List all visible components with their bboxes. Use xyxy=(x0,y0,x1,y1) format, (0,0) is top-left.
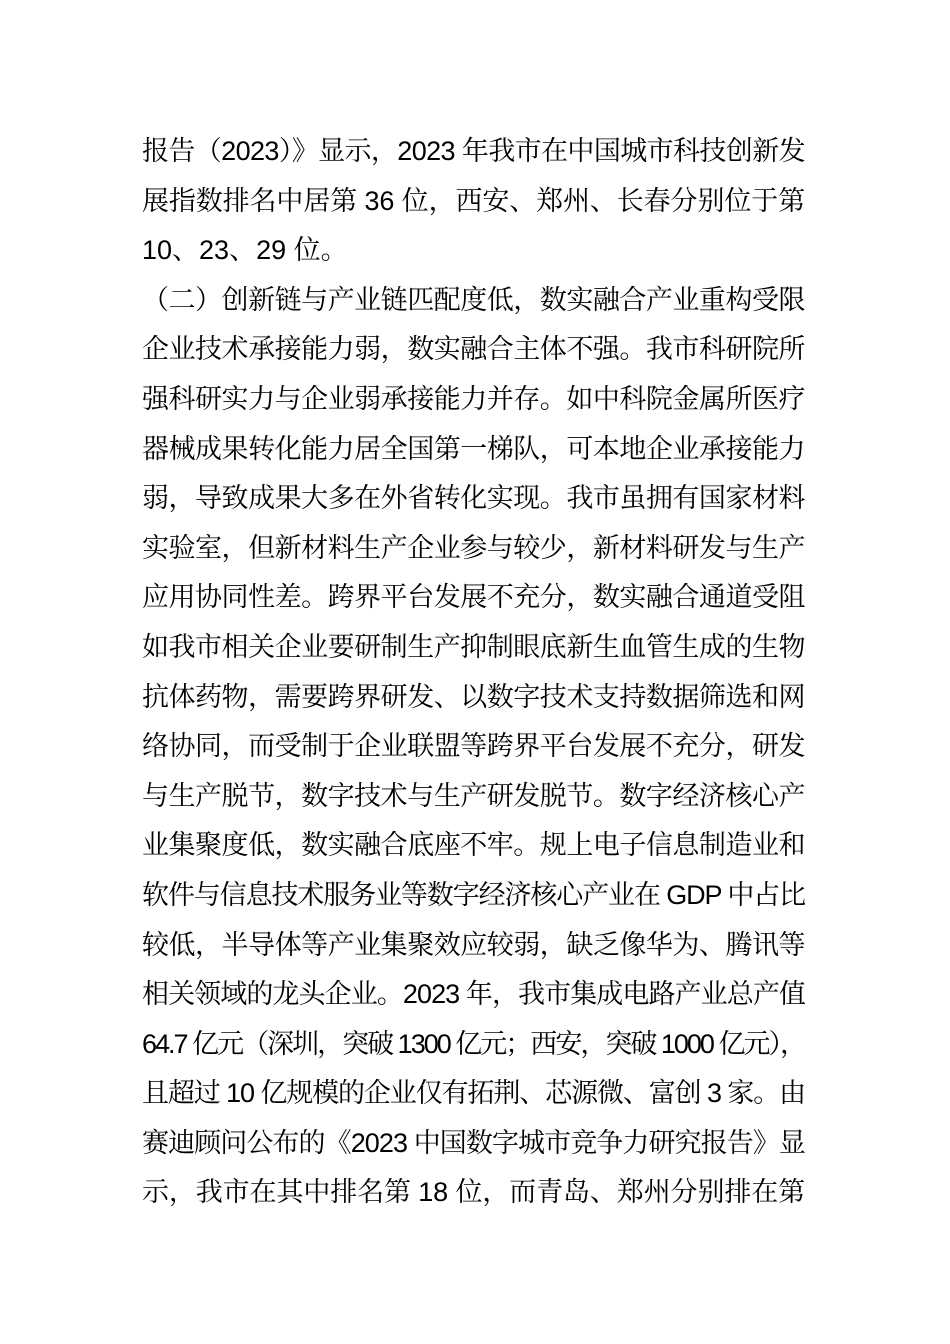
text-line-content: 弱，导致成果大多在外省转化实现。我市虽拥有国家材料 xyxy=(142,483,805,514)
text-line xyxy=(142,226,805,276)
text-line-content: 抗体药物，需要跨界研发、以数字技术支持数据筛选和网 xyxy=(142,681,805,712)
text-line-content: 络协同，而受制于企业联盟等跨界平台发展不充分，研发 xyxy=(142,731,805,762)
text-line xyxy=(142,1119,805,1169)
text-line xyxy=(142,177,805,227)
text-line xyxy=(142,425,805,475)
text-line-content: （二）创新链与产业链匹配度低，数实融合产业重构受限 xyxy=(142,284,805,315)
text-line-content: 企业技术承接能力弱，数实融合主体不强。我市科研院所 xyxy=(142,334,805,365)
text-line-content: 软件与信息技术服务业等数字经济核心产业在 GDP 中占比 xyxy=(142,879,805,910)
text-line-content: 报告（2023）》显示，2023 年我市在中国城市科技创新发 xyxy=(142,136,805,166)
text-line-content: 赛迪顾问公布的《2023 中国数字城市竞争力研究报告》显 xyxy=(142,1127,805,1158)
text-line xyxy=(142,474,805,524)
text-line xyxy=(142,921,805,971)
text-line xyxy=(142,623,805,673)
text-line xyxy=(142,1168,805,1218)
text-line-content: 10、23、29 位。 xyxy=(142,235,348,266)
text-line-content: 相关领域的龙头企业。2023 年，我市集成电路产业总产值 xyxy=(142,979,805,1010)
text-line-content: 示，我市在其中排名第 18 位，而青岛、郑州分别排在第 xyxy=(142,1177,805,1208)
text-line-content: 实验室，但新材料生产企业参与较少，新材料研发与生产 xyxy=(142,532,805,563)
text-line xyxy=(142,970,805,1020)
text-line-content: 展指数排名中居第 36 位，西安、郑州、长春分别位于第 xyxy=(142,185,805,216)
text-line-content: 应用协同性差。跨界平台发展不充分，数实融合通道受阻 xyxy=(142,582,805,613)
text-line xyxy=(142,722,805,772)
text-line xyxy=(142,1069,805,1119)
text-line xyxy=(142,821,805,871)
text-line xyxy=(142,325,805,375)
text-line xyxy=(142,375,805,425)
text-line xyxy=(142,1020,805,1070)
text-line xyxy=(142,524,805,574)
text-line-section-heading xyxy=(142,276,805,326)
text-line-content: 如我市相关企业要研制生产抑制眼底新生血管生成的生物 xyxy=(142,631,805,662)
text-line xyxy=(142,127,805,177)
text-line-content: 且超过 10 亿规模的企业仅有拓荆、芯源微、富创 3 家。由 xyxy=(142,1078,805,1109)
text-line-content: 强科研实力与企业弱承接能力并存。如中科院金属所医疗 xyxy=(142,383,805,414)
text-line xyxy=(142,573,805,623)
text-line xyxy=(142,871,805,921)
text-line-content: 业集聚度低，数实融合底座不牢。规上电子信息制造业和 xyxy=(142,830,805,861)
text-line-content: 与生产脱节，数字技术与生产研发脱节。数字经济核心产 xyxy=(142,780,805,811)
text-line-content: 较低，半导体等产业集聚效应较弱，缺乏像华为、腾讯等 xyxy=(142,929,805,960)
text-line xyxy=(142,673,805,723)
text-line-content: 64.7 亿元（深圳，突破 1300 亿元；西安，突破 1000 亿元）， xyxy=(142,1028,805,1059)
text-line-content: 器械成果转化能力居全国第一梯队，可本地企业承接能力 xyxy=(142,433,805,464)
text-line xyxy=(142,772,805,822)
document-body xyxy=(142,127,805,1218)
